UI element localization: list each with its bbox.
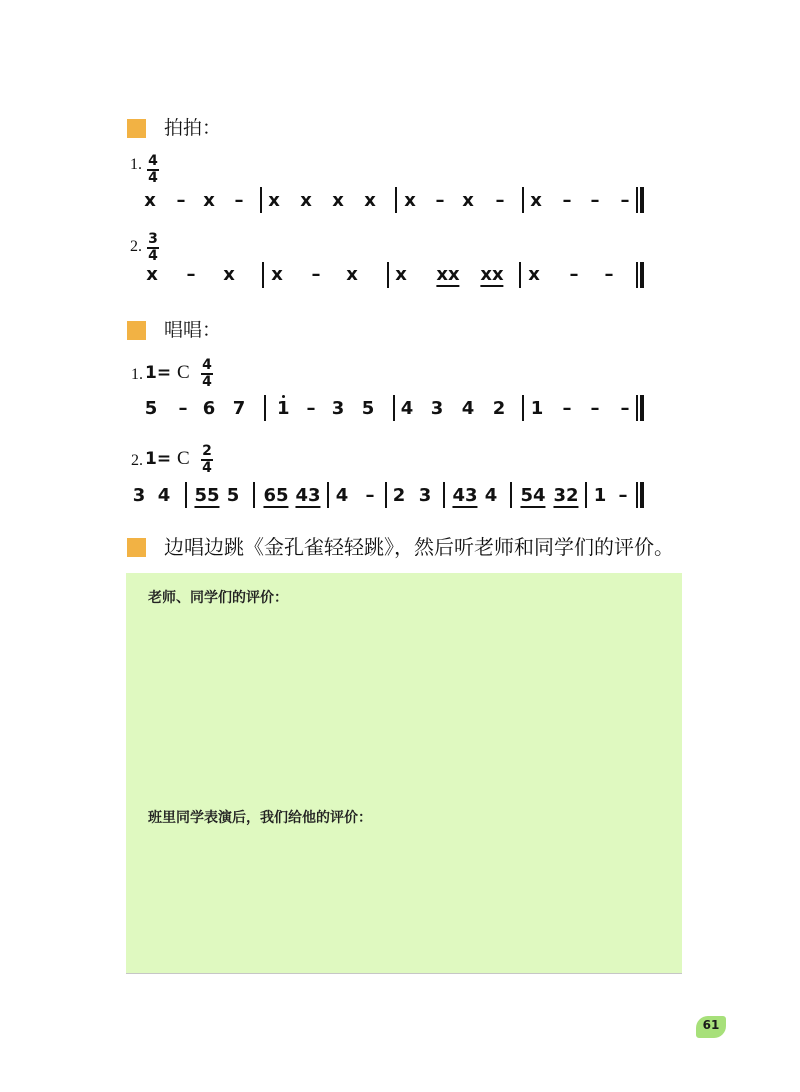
- bar-line: [327, 482, 329, 508]
- final-bar-thin: [636, 482, 638, 508]
- note: –: [569, 264, 579, 285]
- time-signature: [199, 359, 215, 389]
- note: x: [528, 264, 540, 285]
- note: 7: [232, 398, 246, 419]
- key-signature: [145, 448, 190, 470]
- note: 3: [430, 398, 444, 419]
- note: –: [234, 190, 244, 211]
- time-signature: [199, 445, 215, 475]
- time-signature-bottom: 4: [148, 248, 158, 264]
- note: 5: [361, 398, 375, 419]
- section-title-dance: 边唱边跳《金孔雀轻轻跳》，然后听老师和同学们的评价。: [164, 535, 674, 559]
- note: 6: [202, 398, 216, 419]
- note: 4: [400, 398, 414, 419]
- eighth-note-pair: xx: [480, 264, 504, 285]
- note: –: [590, 398, 600, 419]
- note: 1: [593, 485, 607, 506]
- exercise-number: 1.: [131, 366, 143, 383]
- note: –: [620, 190, 630, 211]
- eighth-note-pair: 43: [452, 485, 478, 506]
- key-letter: C: [177, 362, 190, 383]
- final-bar-thick: [640, 187, 644, 213]
- eighth-note-pair: 54: [520, 485, 546, 506]
- bar-line: [387, 262, 389, 288]
- exercise-number: 2.: [131, 452, 143, 469]
- section-marker-icon: [127, 538, 146, 557]
- note: 3: [331, 398, 345, 419]
- note: x: [146, 264, 158, 285]
- note: –: [176, 190, 186, 211]
- section-marker-icon: [127, 321, 146, 340]
- section-title-sing: 唱唱：: [164, 319, 222, 341]
- bar-line: [260, 187, 262, 213]
- time-signature-top: 3: [148, 231, 158, 247]
- exercise-number: 1.: [130, 156, 142, 173]
- note: x: [203, 190, 215, 211]
- eighth-note-pair: 32: [553, 485, 579, 506]
- note: –: [495, 190, 505, 211]
- bar-line: [522, 187, 524, 213]
- bar-line: [519, 262, 521, 288]
- note: x: [530, 190, 542, 211]
- note: –: [186, 264, 196, 285]
- note: 3: [418, 485, 432, 506]
- note: x: [462, 190, 474, 211]
- eighth-note-pair: 55: [194, 485, 220, 506]
- time-signature: [145, 233, 161, 263]
- note: 4: [335, 485, 349, 506]
- key-signature: [145, 362, 190, 384]
- page-number: 61: [702, 1018, 720, 1032]
- key-label: 1=: [145, 363, 172, 383]
- bar-line: [264, 395, 266, 421]
- note: 4: [461, 398, 475, 419]
- time-signature: [145, 155, 161, 185]
- note: –: [618, 485, 628, 506]
- final-bar-thick: [640, 482, 644, 508]
- eighth-note-pair: xx: [436, 264, 460, 285]
- final-bar-thick: [640, 395, 644, 421]
- bar-line: [393, 395, 395, 421]
- note: –: [620, 398, 630, 419]
- bar-line: [262, 262, 264, 288]
- bar-line: [253, 482, 255, 508]
- note: 5: [144, 398, 158, 419]
- bar-line: [443, 482, 445, 508]
- final-bar-thick: [640, 262, 644, 288]
- time-signature-top: 2: [202, 443, 212, 459]
- exercise-number: 2.: [130, 238, 142, 255]
- key-letter: C: [177, 448, 190, 469]
- note: x: [268, 190, 280, 211]
- note: –: [590, 190, 600, 211]
- note: 4: [157, 485, 171, 506]
- bar-line: [385, 482, 387, 508]
- final-bar-thin: [636, 262, 638, 288]
- final-bar-thin: [636, 187, 638, 213]
- bar-line: [510, 482, 512, 508]
- time-signature-top: 4: [148, 153, 158, 169]
- final-bar-thin: [636, 395, 638, 421]
- note: x: [332, 190, 344, 211]
- teacher-evaluation-label: 老师、同学们的评价：: [148, 590, 288, 606]
- note: x: [271, 264, 283, 285]
- time-signature-bottom: 4: [202, 460, 212, 476]
- time-signature-bottom: 4: [148, 170, 158, 186]
- evaluation-panel: [126, 573, 682, 974]
- bar-line: [395, 187, 397, 213]
- note: x: [346, 264, 358, 285]
- note: x: [404, 190, 416, 211]
- time-signature-top: 4: [202, 357, 212, 373]
- class-evaluation-label: 班里同学表演后，我们给他的评价：: [148, 810, 372, 826]
- note: 1: [530, 398, 544, 419]
- note: x: [144, 190, 156, 211]
- note: –: [435, 190, 445, 211]
- note: –: [365, 485, 375, 506]
- high-note: 1: [277, 398, 290, 419]
- note: x: [395, 264, 407, 285]
- section-marker-icon: [127, 119, 146, 138]
- note: –: [311, 264, 321, 285]
- bar-line: [585, 482, 587, 508]
- note: x: [223, 264, 235, 285]
- eighth-note-pair: 43: [295, 485, 321, 506]
- note: x: [300, 190, 312, 211]
- note: 5: [226, 485, 240, 506]
- bar-line: [185, 482, 187, 508]
- time-signature-bottom: 4: [202, 374, 212, 390]
- note: –: [562, 398, 572, 419]
- key-label: 1=: [145, 449, 172, 469]
- note: –: [562, 190, 572, 211]
- section-title-clap: 拍拍：: [164, 117, 222, 139]
- note: –: [604, 264, 614, 285]
- page-number-badge: [696, 1016, 726, 1038]
- note: 2: [492, 398, 506, 419]
- note: 3: [132, 485, 146, 506]
- note: –: [178, 398, 188, 419]
- note: 2: [392, 485, 406, 506]
- note: 4: [484, 485, 498, 506]
- note: –: [306, 398, 316, 419]
- note: x: [364, 190, 376, 211]
- bar-line: [522, 395, 524, 421]
- eighth-note-pair: 65: [263, 485, 289, 506]
